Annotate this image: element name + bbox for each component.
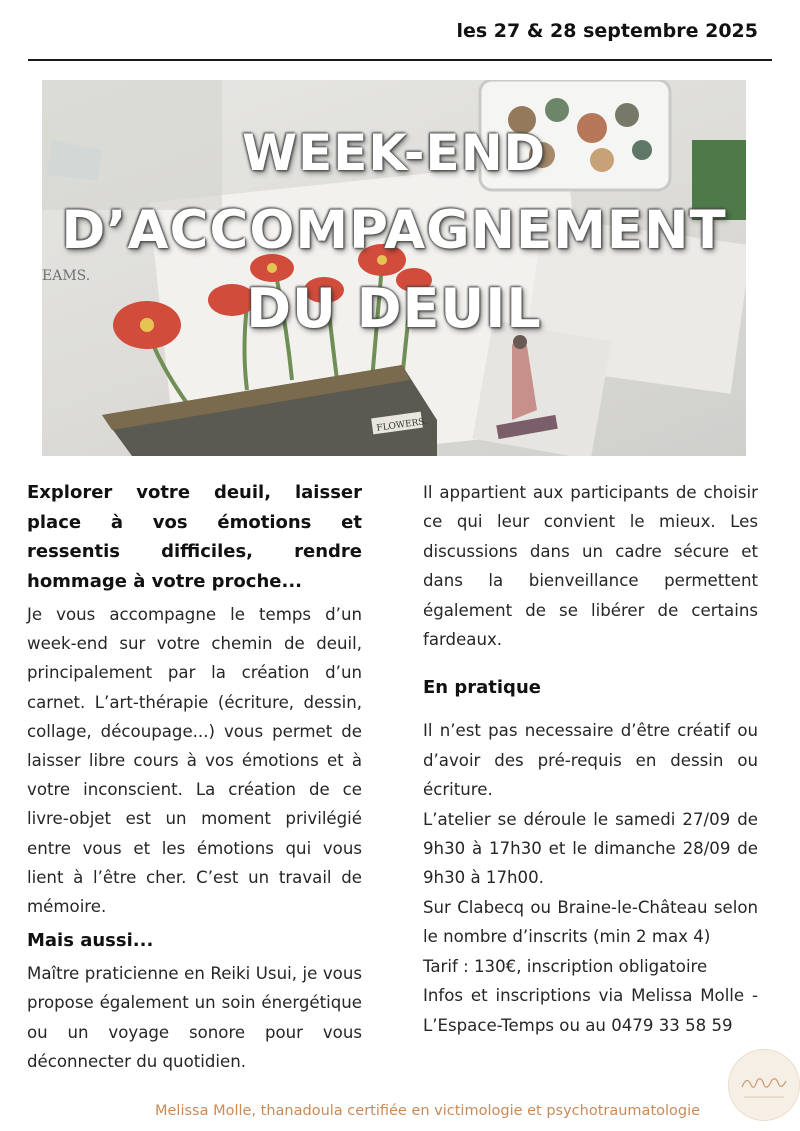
- requirements-paragraph: Il n’est pas necessaire d’être créatif ou d’avoir des pré-requis en dessin ou écriture.: [423, 721, 758, 800]
- event-date: les 27 & 28 septembre 2025: [456, 20, 758, 42]
- signature-icon: [739, 1071, 789, 1095]
- title-line-3: DU DEUIL: [246, 277, 542, 340]
- participants-paragraph: Il appartient aux participants de choisir ce qui leur convient le mieux. Les discussions dans un cadre sécure et dans la bienveillance permettent également de se libérer de certains fardeaux.: [423, 483, 758, 650]
- schedule-paragraph: L’atelier se déroule le samedi 27/09 de 9h30 à 17h30 et le dimanche 28/09 de 9h30 à 17h00.: [423, 809, 758, 888]
- brand-logo-icon: [728, 1049, 800, 1121]
- lead-text: Explorer votre deuil, laisser place à vos émotions et ressentis difficiles, rendre hommage à votre proche...: [27, 482, 362, 592]
- practical-heading: En pratique: [423, 677, 541, 699]
- left-column: [27, 478, 362, 1076]
- location-paragraph: Sur Clabecq ou Braine-le-Château selon le nombre d’inscrits (min 2 max 4): [423, 897, 758, 947]
- logo-line-icon: [744, 1095, 784, 1099]
- also-heading: Mais aussi...: [27, 930, 154, 952]
- reiki-paragraph: Maître praticienne en Reiki Usui, je vous propose également un soin énergétique ou un voyage sonore pour vous déconnecter du quotidien.: [27, 964, 362, 1071]
- right-column: [423, 478, 758, 1040]
- contact-paragraph: Infos et inscriptions via Melissa Molle - L’Espace-Temps ou au 0479 33 58 59: [423, 986, 758, 1035]
- intro-paragraph: Je vous accompagne le temps d’un week-end sur votre chemin de deuil, principalement par la création d’un carnet. L’art-thérapie (écriture, dessin, collage, découpage...) vous permet de laisser libre cours à vos émotions et à votre inconscient. La création de ce livre-objet est un moment privilégié entre vous et les émotions qui vous lient à l’être cher. C’est un travail de mémoire.: [27, 605, 362, 917]
- footer-credit: Melissa Molle, thanadoula certifiée en victimologie et psychotraumatologie: [155, 1103, 701, 1119]
- title-line-2: D’ACCOMPAGNEMENT: [61, 200, 727, 261]
- price-paragraph: Tarif : 130€, inscription obligatoire: [423, 956, 708, 976]
- header-divider: [28, 59, 772, 61]
- hero-title: [42, 114, 746, 348]
- svg-text:EAMS.: EAMS.: [42, 268, 91, 284]
- title-line-1: WEEK-END: [241, 124, 547, 182]
- hero-photo: [42, 80, 746, 456]
- photo-label: FLOWERS.: [375, 416, 428, 434]
